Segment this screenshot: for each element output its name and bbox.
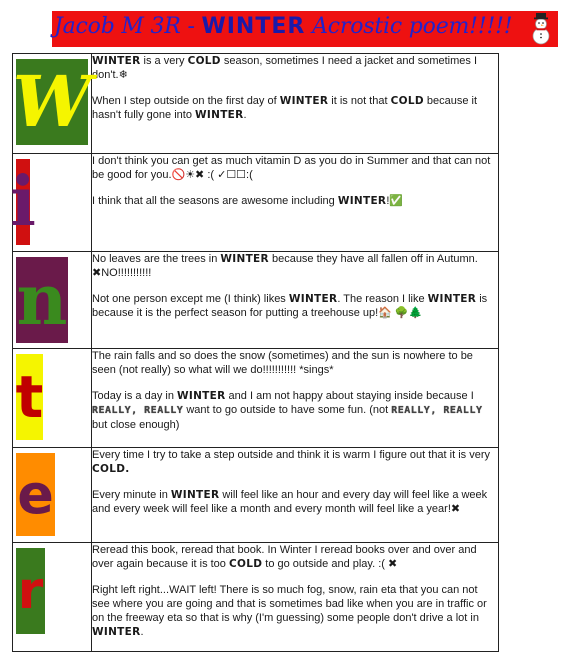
poem-paragraph [92,543,498,571]
text-segment: !✅ [386,195,404,207]
emphasis-word: WINTER [195,109,244,121]
acrostic-letter: n [16,258,68,341]
text-segment: Right left right...WAIT left! There is so much fog, snow, rain eta that you can not see where you are going and that is sometimes bad like when you are in traffic or on the freeway eta so that is why (I'm guessing) some people don't drive a lot in [92,584,487,624]
poem-row [13,54,499,154]
letter-cell [13,448,92,543]
text-segment: The rain falls and so does the snow (sometimes) and the sun is nowhere to be seen (not really) so what will we do!!!!!!!!!!! *sings* [92,350,473,376]
emphasis-word: WINTER [288,293,338,305]
poem-paragraph [92,448,498,476]
poem-paragraph [92,292,498,320]
text-segment: Reread this book, reread that book. In Winter I reread books over and over and over again because it is too [92,544,477,570]
text-segment: No leaves are the trees in [92,253,221,265]
poem-paragraph [92,488,498,516]
emphasis-word: COLD. [92,463,130,475]
acrostic-table [12,53,499,652]
poem-row [13,252,499,349]
text-segment: it is not that [328,95,391,107]
poem-text-cell [92,154,499,252]
poem-text-cell [92,54,499,154]
poem-paragraph [92,252,498,280]
emphasis-word: WINTER [177,390,226,402]
emphasis-word: WINTER [170,489,220,501]
acrostic-letter: r [17,561,44,621]
text-segment: Every time I try to take a step outside and think it is warm I figure out that it is very [92,449,490,461]
poem-row [13,543,499,652]
poem-row [13,448,499,543]
text-segment: and I am not happy about staying inside because I [225,390,474,402]
text-segment: but close enough) [92,419,180,431]
text-segment: Not one person except me (I think) likes [92,293,289,305]
page-title: Jacob M 3R - WINTER Acrostic poem!!!!! [54,14,513,39]
text-segment: season, sometimes I need a jacket and sometimes I don't.❄ [92,55,478,81]
emphasis-word: COLD [187,55,221,67]
acrostic-letter-block [16,548,45,634]
acrostic-letter-block [16,257,68,343]
acrostic-letter: t [15,363,44,431]
letter-cell [13,252,92,349]
emphasis-word: COLD [228,558,263,570]
text-segment: . [140,626,144,638]
poem-paragraph [92,94,498,122]
poem-paragraph [92,54,498,82]
emphasis-word: WINTER [279,95,329,107]
text-segment: When I step outside on the first day of [92,95,280,107]
emphasis-word: WINTER [220,253,269,265]
text-segment: want to go outside to have some fun. (not [183,404,392,416]
text-segment: is because it is the perfect season for putting a treehouse up!🏠 🌳🌲 [92,293,488,319]
emphasis-word: REALLY, REALLY [391,405,483,416]
emphasis-word: REALLY, REALLY [92,405,184,416]
poem-paragraph [92,583,498,639]
acrostic-letter: i [10,162,36,242]
text-segment: Today is a day in [92,390,177,402]
poem-paragraph [92,194,498,208]
text-segment: I think that all the seasons are awesome including [92,195,338,207]
acrostic-letter-block [16,354,43,440]
acrostic-letter-block [12,59,92,145]
letter-cell [13,543,92,652]
text-segment: will feel like an hour and every day will feel like a week and every week will feel like a month and every month will feel like a year!✖ [92,489,488,515]
acrostic-letter: e [17,462,54,526]
acrostic-letter-block [10,159,36,245]
emphasis-word: WINTER [92,55,141,67]
poem-row [13,349,499,448]
emphasis-word: WINTER [92,626,141,638]
poem-text-cell [92,349,499,448]
emphasis-word: WINTER [337,195,387,207]
text-segment: . The reason I like [337,293,428,305]
text-segment: Every minute in [92,489,171,501]
poem-paragraph [92,154,498,182]
snowman-icon [528,12,554,46]
emphasis-word: COLD [390,95,424,107]
text-segment: because it hasn't fully gone into [92,95,478,121]
text-segment: is a very [140,55,188,67]
acrostic-letter: W [12,60,92,143]
letter-cell [13,349,92,448]
acrostic-letter-block [16,453,55,536]
emphasis-word: WINTER [427,293,477,305]
poem-row [13,154,499,252]
title-banner [52,11,558,47]
text-segment: to go outside and play. :( ✖ [262,558,398,570]
poem-paragraph [92,389,498,432]
poem-text-cell [92,448,499,543]
letter-cell [13,54,92,154]
poem-text-cell [92,252,499,349]
poem-text-cell [92,543,499,652]
poem-paragraph [92,349,498,377]
text-segment: because they have all fallen off in Autumn. ✖NO!!!!!!!!!!! [92,253,478,279]
text-segment: . [243,109,247,121]
text-segment: I don't think you can get as much vitamin D as you do in Summer and that can not be good for you.🚫☀✖ :( ✓☐☐:( [92,155,491,181]
letter-cell [10,154,92,252]
